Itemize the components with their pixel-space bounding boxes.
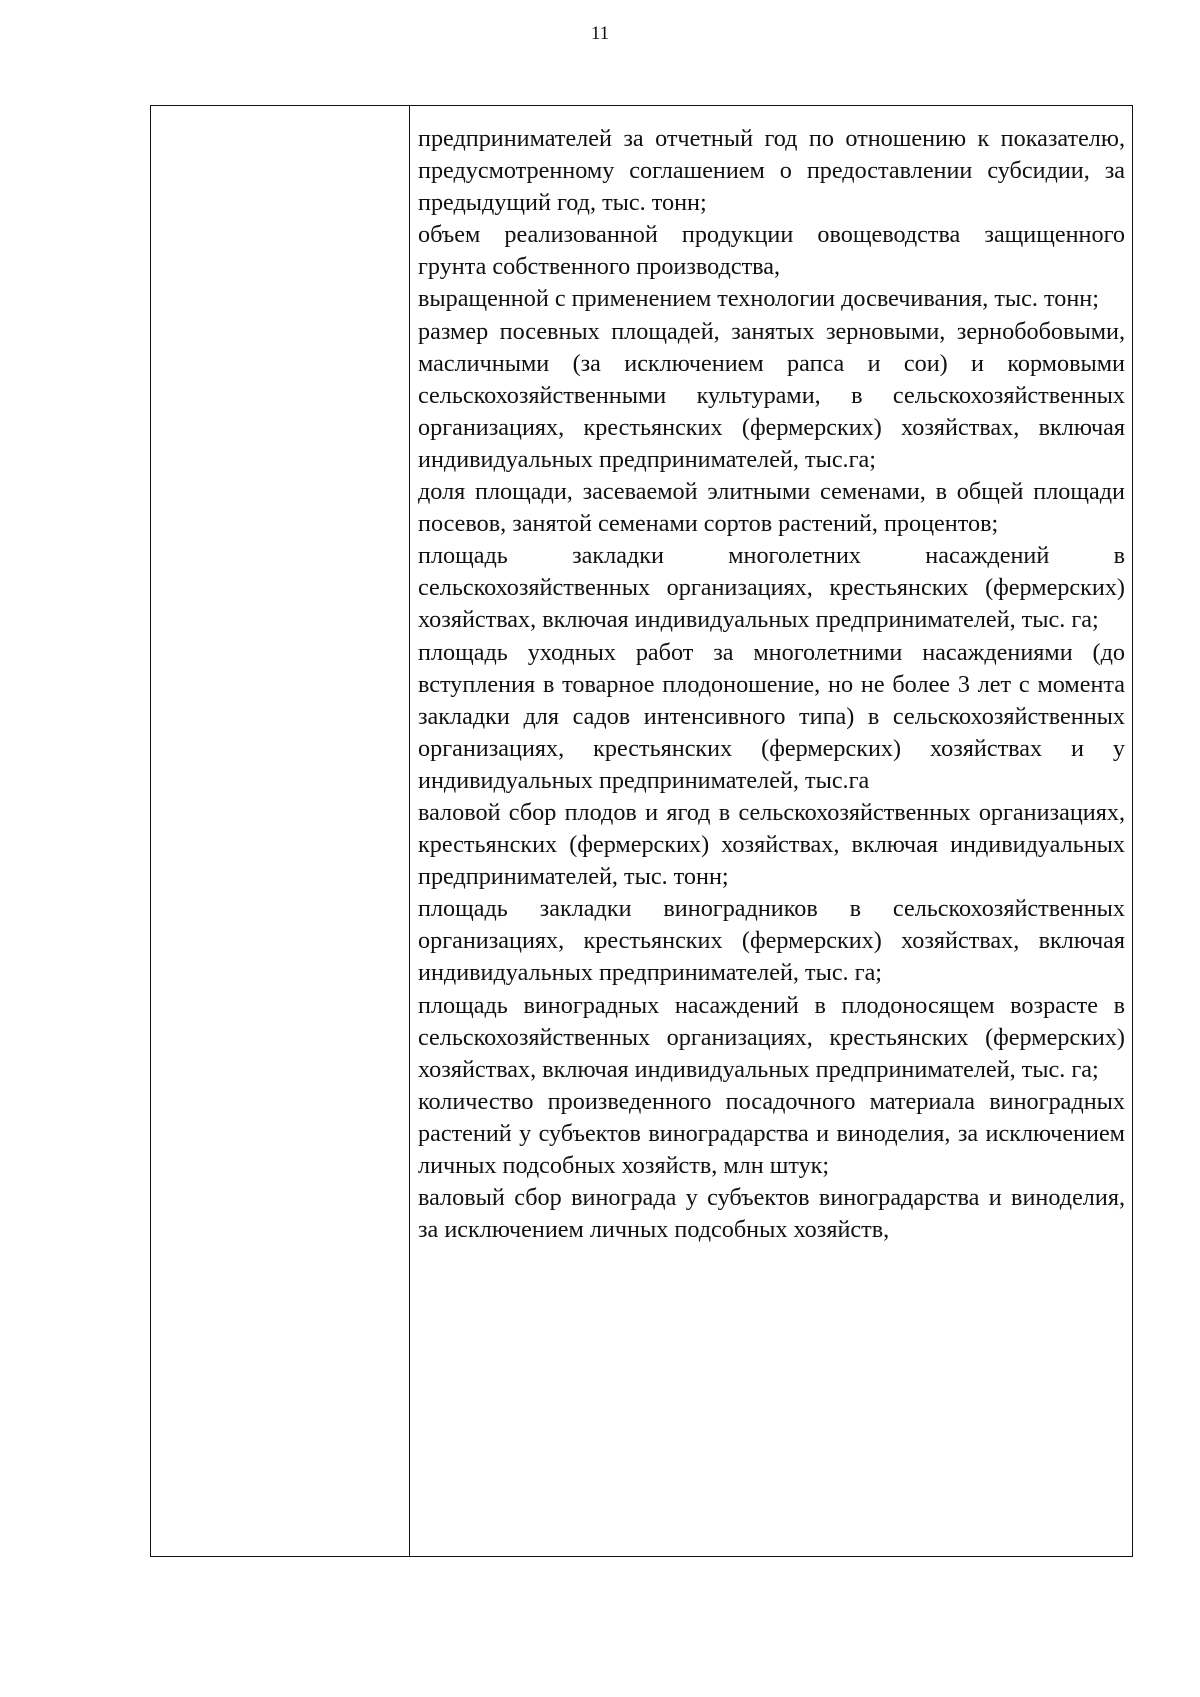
table-left-cell <box>151 106 410 1556</box>
indicator-paragraph: площадь уходных работ за многолетними насаждениями (до вступления в товарное плодоношение, но не более 3 лет с момента закладки для садов интенсивного типа) в сельскохозяйственных организациях, крестьянских (фермерских) хозяйствах и у индивидуальных предпринимателей, тыс.га <box>418 638 1125 794</box>
indicator-paragraph: размер посевных площадей, занятых зерновыми, зернобобовыми, масличными (за исключением рапса и сои) и кормовыми сельскохозяйственными культурами, в сельскохозяйственных организациях, крестьянских (фермерских) хозяйствах, включая индивидуальных предпринимателей, тыс.га; <box>418 317 1125 473</box>
indicator-paragraph: предпринимателей за отчетный год по отношению к показателю, предусмотренному соглашением о предоставлении субсидии, за предыдущий год, тыс. тонн; <box>418 125 1125 217</box>
indicator-paragraph: доля площади, засеваемой элитными семенами, в общей площади посевов, занятой семенами сортов растений, процентов; <box>418 478 1125 538</box>
indicator-paragraph: выращенной с применением технологии досвечивания, тыс. тонн; <box>418 285 1099 313</box>
document-table <box>150 105 1133 1557</box>
page-number: 11 <box>590 23 610 44</box>
indicator-paragraph: валовый сбор винограда у субъектов виноградарства и виноделия, за исключением личных подсобных хозяйств, <box>418 1184 1125 1244</box>
indicator-paragraph: площадь закладки виноградников в сельскохозяйственных организациях, крестьянских (фермерских) хозяйствах, включая индивидуальных предпринимателей, тыс. га; <box>418 895 1125 987</box>
indicator-paragraph: площадь виноградных насаждений в плодоносящем возрасте в сельскохозяйственных организациях, крестьянских (фермерских) хозяйствах, включая индивидуальных предпринимателей, тыс. га; <box>418 991 1125 1083</box>
indicator-paragraph: объем реализованной продукции овощеводства защищенного грунта собственного производства, <box>418 221 1125 281</box>
indicator-paragraph: количество произведенного посадочного материала виноградных растений у субъектов виноградарства и виноделия, за исключением личных подсобных хозяйств, млн штук; <box>418 1087 1125 1179</box>
indicator-paragraph: валовой сбор плодов и ягод в сельскохозяйственных организациях, крестьянских (фермерских) хозяйствах, включая индивидуальных предпринимателей, тыс. тонн; <box>418 798 1125 891</box>
indicator-paragraph: площадь закладки многолетних насаждений в сельскохозяйственных организациях, крестьянских (фермерских) хозяйствах, включая индивидуальных предпринимателей, тыс. га; <box>418 542 1125 634</box>
table-right-cell <box>410 106 1132 1556</box>
